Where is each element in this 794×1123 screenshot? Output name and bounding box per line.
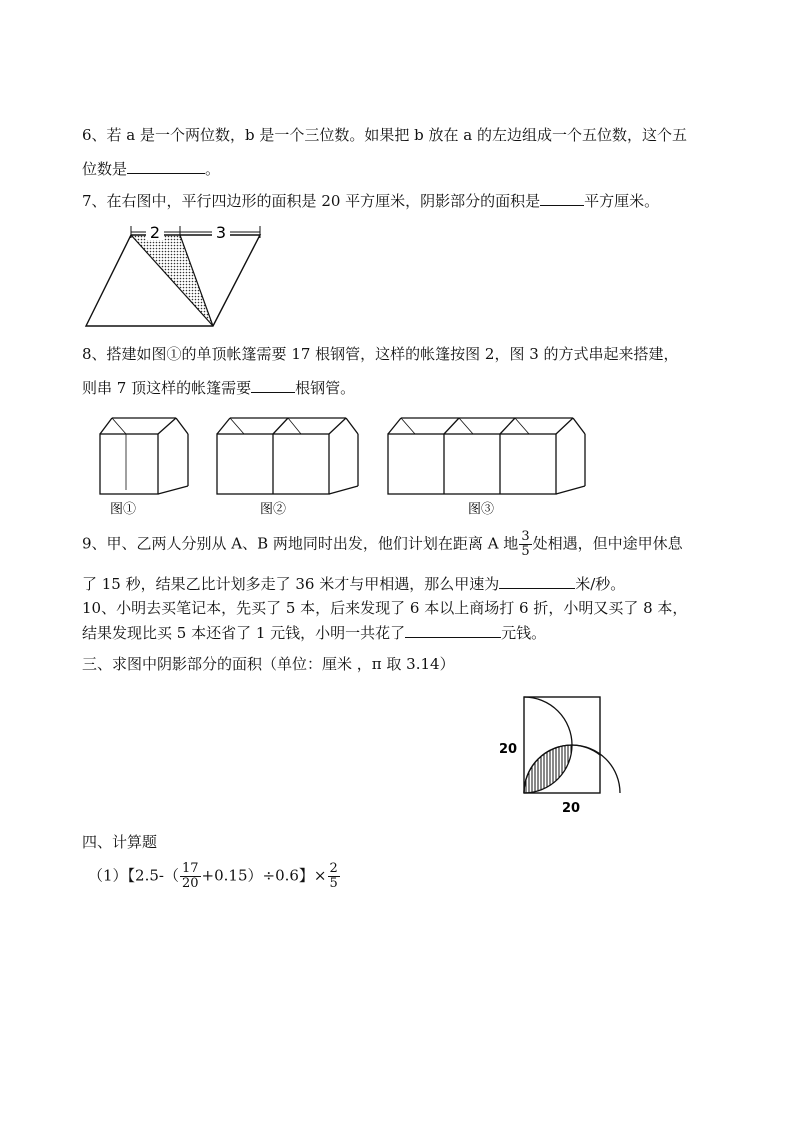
tent-figure-1 xyxy=(100,418,188,494)
q8-line2-pre: 则串 7 顶这样的帐篷需要 xyxy=(82,379,252,397)
section3-square-figure xyxy=(495,695,605,820)
problem-1-fraction-a xyxy=(180,862,201,891)
section3-title: 三、求图中阴影部分的面积（单位：厘米 ，π 取 3.14） xyxy=(82,655,455,673)
tent-caption-2: 图② xyxy=(260,502,287,517)
q8-line2-post: 根钢管。 xyxy=(295,379,356,397)
q10-line2 xyxy=(82,621,546,643)
q10-line1: 10、小明去买笔记本，先买了 5 本，后来发现了 6 本以上商场打 6 折，小明又买了 8 本， xyxy=(82,599,688,617)
q8-tent-figures xyxy=(90,410,590,520)
tent-figure-3 xyxy=(388,418,585,494)
label-side-20: 20 xyxy=(499,742,518,757)
section4-problem-1 xyxy=(88,862,341,891)
frac-a-num: 17 xyxy=(181,861,199,876)
q7-text-post: 平方厘米。 xyxy=(584,192,660,210)
q9-frac-den: 5 xyxy=(521,544,530,559)
q7-label-2: 2 xyxy=(149,223,161,242)
q9-line1 xyxy=(82,530,683,559)
tent-figure-2 xyxy=(217,418,358,494)
q10-line2-pre: 结果发现比买 5 本还省了 1 元钱，小明一共花了 xyxy=(82,624,406,642)
q9-answer-blank[interactable] xyxy=(499,572,575,589)
problem-1-fraction-b xyxy=(328,862,340,891)
q10-line2-post: 元钱。 xyxy=(501,624,547,642)
q10-answer-blank[interactable] xyxy=(405,621,501,638)
q7-text-pre: 7、在右图中，平行四边形的面积是 20 平方厘米，阴影部分的面积是 xyxy=(82,192,541,210)
label-bottom-20: 20 xyxy=(562,801,581,816)
problem-1-part2: +0.15）÷0.6】× xyxy=(201,866,327,885)
q9-line2-pre: 了 15 秒，结果乙比计划多走了 36 米才与甲相遇，那么甲速为 xyxy=(82,575,500,593)
tent-caption-3: 图③ xyxy=(468,502,495,517)
q7-line xyxy=(82,189,659,211)
q7-parallelogram-figure xyxy=(80,220,270,332)
q8-line1: 8、搭建如图①的单顶帐篷需要 17 根钢管，这样的帐篷按图 2，图 3 的方式串起来搭建， xyxy=(82,345,679,363)
frac-a-den: 20 xyxy=(181,876,199,891)
q6-answer-blank[interactable] xyxy=(127,157,205,174)
problem-1-label: （1） xyxy=(88,866,128,885)
q9-line1-pre: 9、甲、乙两人分别从 A、B 两地同时出发，他们计划在距离 A 地 xyxy=(82,534,519,553)
q6-line2-pre: 位数是 xyxy=(82,160,128,178)
q7-label-3: 3 xyxy=(215,223,227,242)
problem-1-part1: 【2.5-（ xyxy=(127,866,179,885)
q8-line2 xyxy=(82,376,355,398)
q6-line2-post: 。 xyxy=(205,160,221,178)
q9-fraction xyxy=(519,530,531,559)
q9-frac-num: 3 xyxy=(521,529,530,544)
section4-title: 四、计算题 xyxy=(82,833,158,851)
q9-line2 xyxy=(82,572,625,594)
q8-answer-blank[interactable] xyxy=(251,376,295,393)
frac-b-den: 5 xyxy=(329,876,338,891)
q9-line2-post: 米/秒。 xyxy=(575,575,626,593)
q9-line1-post: 处相遇，但中途甲休息 xyxy=(532,534,683,553)
q7-answer-blank[interactable] xyxy=(540,189,584,206)
q6-line2 xyxy=(82,157,220,179)
tent-caption-1: 图① xyxy=(110,502,137,517)
q6-line1: 6、若 a 是一个两位数，b 是一个三位数。如果把 b 放在 a 的左边组成一个五位数，这个五 xyxy=(82,126,688,144)
frac-b-num: 2 xyxy=(329,861,338,876)
